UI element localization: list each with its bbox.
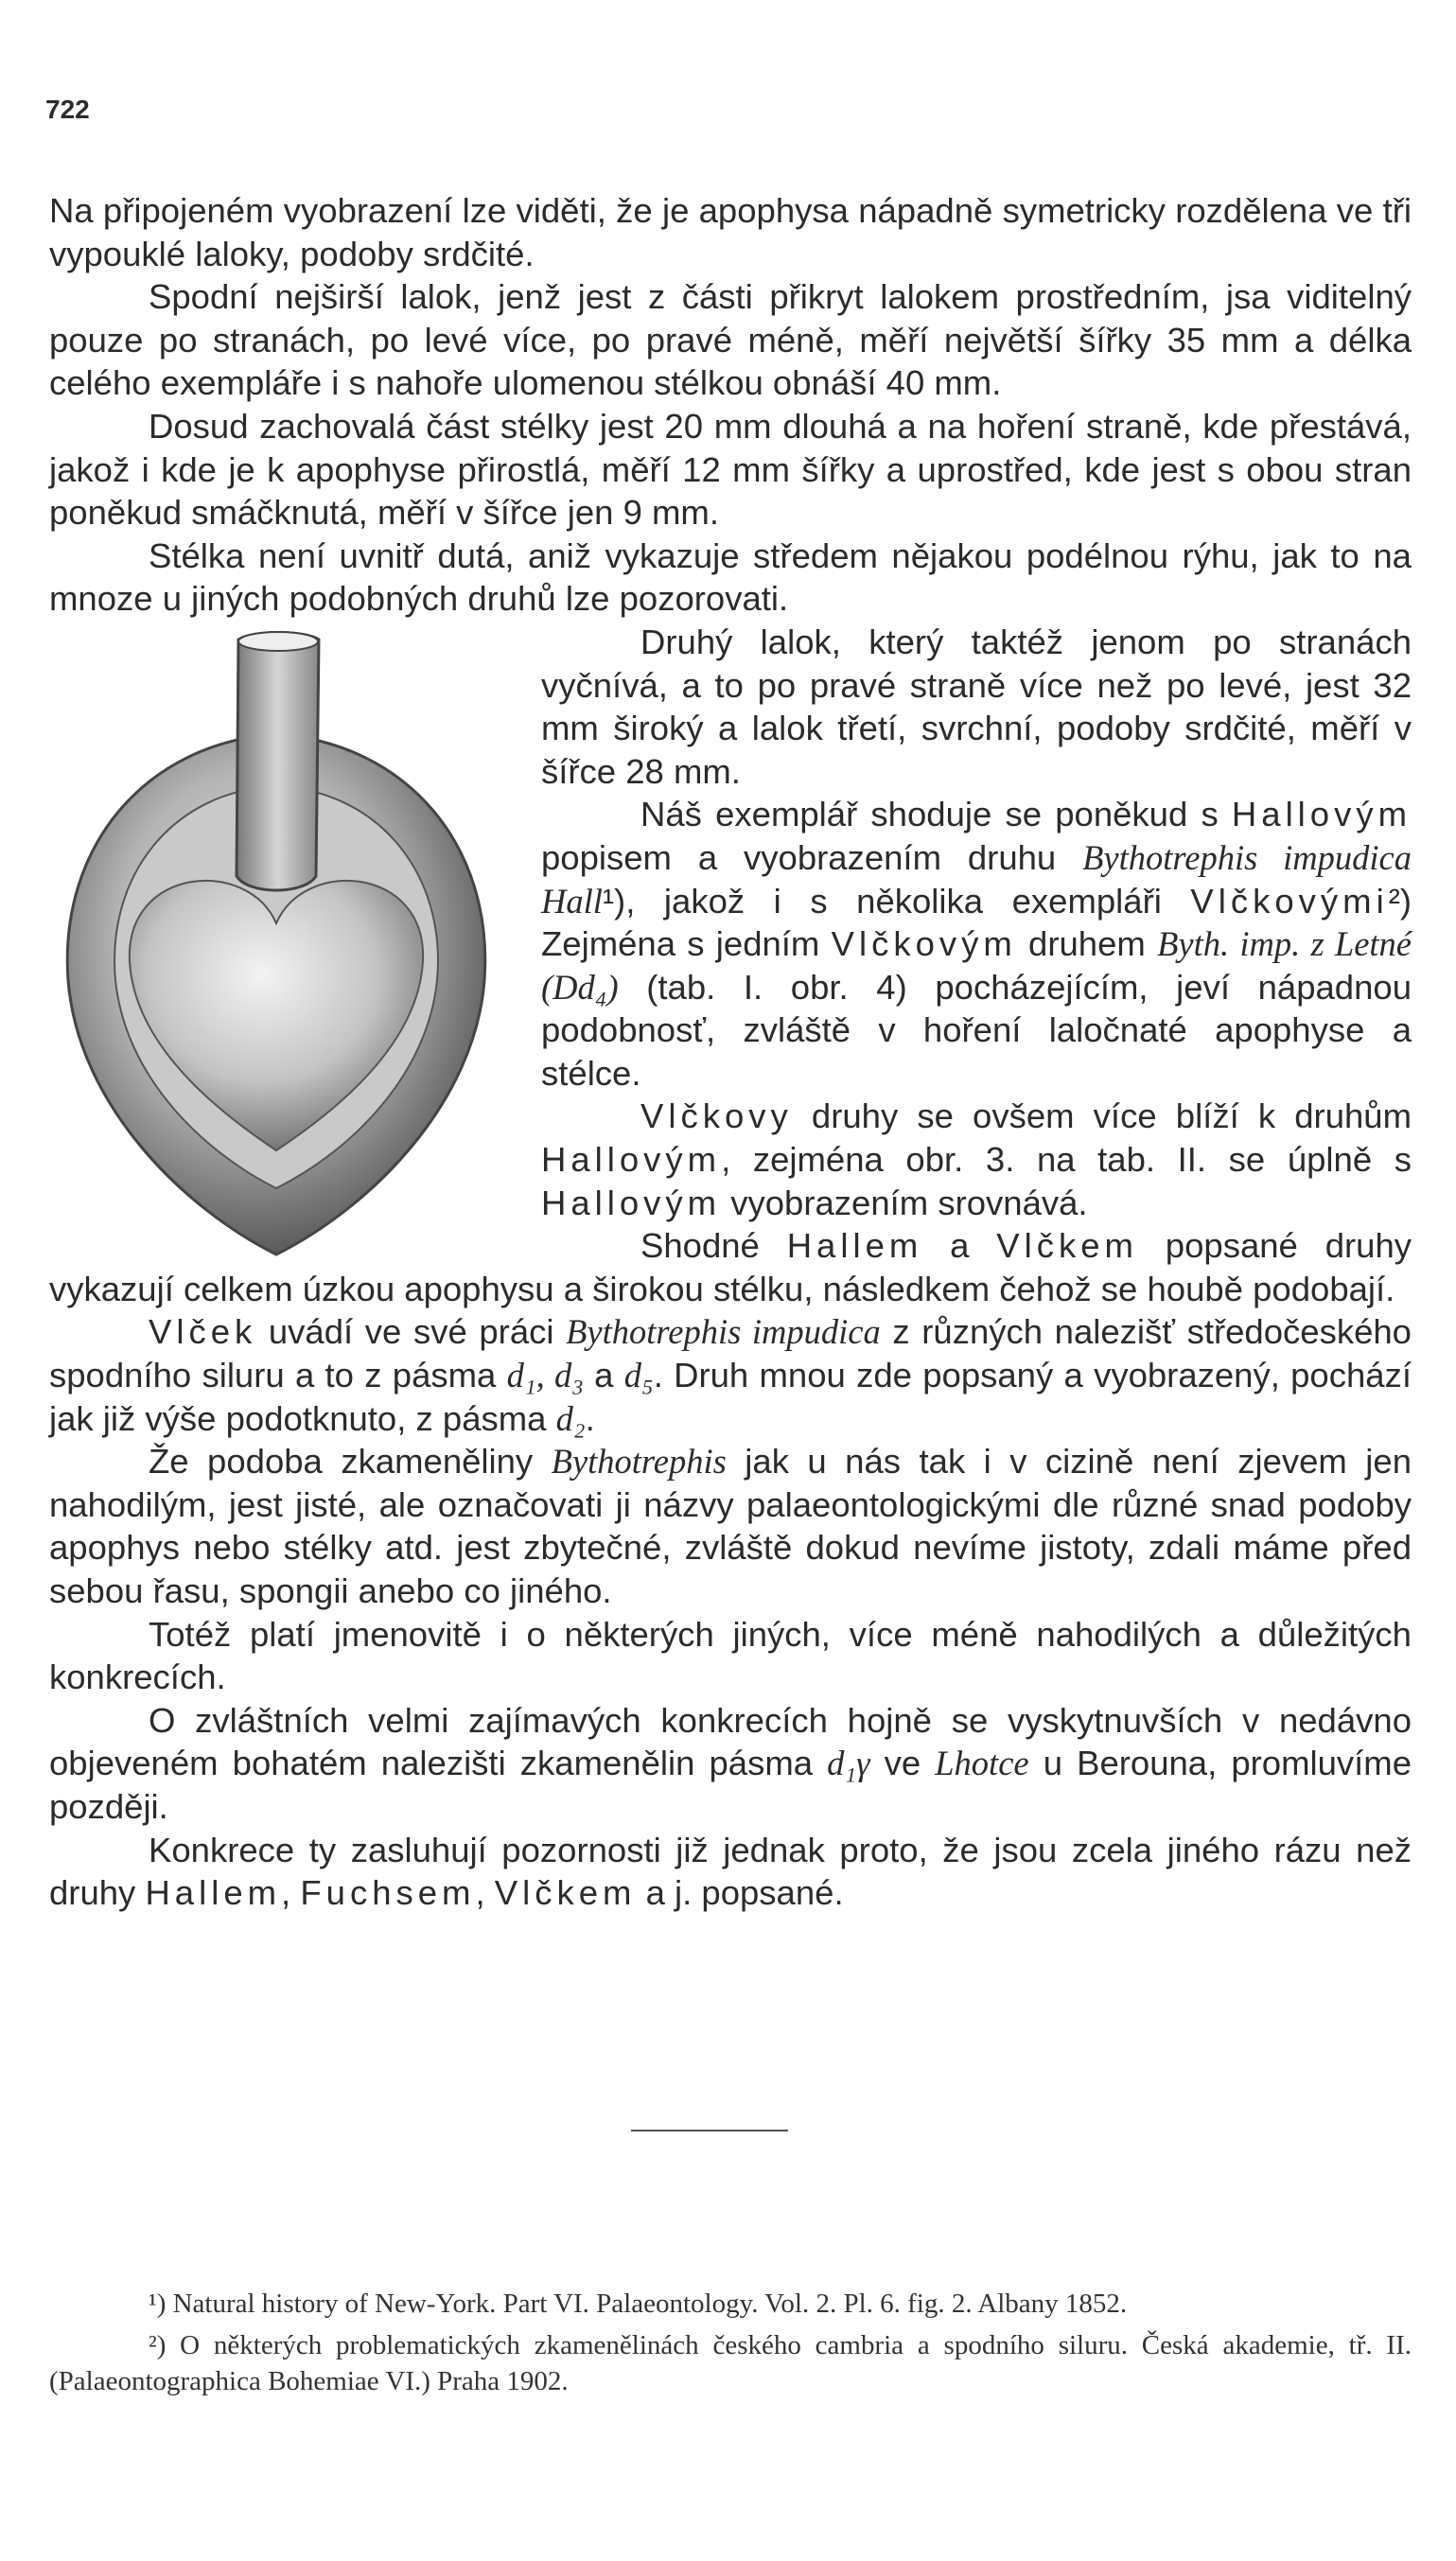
paragraph-4: Stélka není uvnitř dutá, aniž vykazuje středem nějakou podélnou rýhu, jak to na mnoze u jiných podobných druhů lze pozorovati. xyxy=(49,535,1412,619)
paragraph-1: Na připojeném vyobrazení lze viděti, že je apophysa nápadně symetricky rozdělena ve tři vypouklé laloky, podoby srdčité. xyxy=(49,191,1412,273)
paragraph-6: Náš exemplář shoduje se poněkud s Hallovým popisem a vyobrazením druhu Bythotrephis impudica Hall¹), jakož i s několika exempláři Vlčkovými²) Zejména s jedním Vlčkovým druhem Byth. imp. z Letné (Dd₄) (tab. I. obr. 4) pocházejícím, jeví nápadnou podobnosť, zvláště v hoření laločnaté apophyse a stélce. xyxy=(541,795,1412,1093)
paragraph-12: O zvláštních velmi zajímavých konkrecích hojně se vyskytnuvších v nedávno objeveném bohatém nalezišti zkamenělin pásma d₁γ ve Lhotce u Berouna, promluvíme později. xyxy=(49,1700,1412,1826)
paragraph-3: Dosud zachovalá část stélky jest 20 mm dlouhá a na hoření straně, kde přestává, jakož i kde je k apophyse přirostlá, měří 12 mm šířky a uprostřed, kde jest s obou stran poněkud smáčknutá, měří v šířce jen 9 mm. xyxy=(49,406,1412,533)
paragraph-13: Konkrece ty zasluhují pozornosti již jednak proto, že jsou zcela jiného rázu než druhy Hallem, Fuchsem, Vlčkem a j. popsané. xyxy=(49,1830,1412,1913)
paragraph-5: Druhý lalok, který taktéž jenom po stranách vyčnívá, a to po pravé straně více než po levé, jest 32 mm široký a lalok třetí, svrchní, podoby srdčité, měří v šířce 28 mm. xyxy=(541,622,1412,791)
page-number: 722 xyxy=(45,95,90,124)
footnote-divider xyxy=(631,2130,788,2131)
paragraph-2: Spodní nejširší lalok, jenž jest z části přikryt lalokem prostředním, jsa viditelný pouze po stranách, po levé více, po pravé méně, měří největší šířky 35 mm a délka celého exempláře i s nahoře ulomenou stélkou obnáší 40 mm. xyxy=(49,277,1412,403)
paragraph-9: Vlček uvádí ve své práci Bythotrephis impudica z různých nalezišť středočeského spodního siluru a to z pásma d₁, d₃ a d₅. Druh mnou zde popsaný a vyobrazený, pochází jak již výše podotknuto, z pásma d₂. xyxy=(49,1312,1412,1438)
footnotes xyxy=(49,2286,1412,2405)
paragraph-8: Shodné Hallem a Vlčkem popsané druhy vykazují celkem úzkou apophysu a širokou stélku, následkem čehož se houbě podobají. xyxy=(49,1226,1412,1308)
footnote-2: ²) O některých problematických zkamenělinách českého cambria a spodního siluru. Česká akademie, tř. II. (Palaeontographica Bohemiae VI.) Praha 1902. xyxy=(49,2330,1412,2396)
footnote-1: ¹) Natural history of New-York. Part VI. Palaeontology. Vol. 2. Pl. 6. fig. 2. Albany 1852. xyxy=(149,2289,1128,2319)
paragraph-11: Totéž platí jmenovitě i o některých jiných, více méně nahodilých a důležitých konkrecích. xyxy=(49,1614,1412,1697)
fossil-figure xyxy=(49,621,503,1266)
paragraph-7: Vlčkovy druhy se ovšem více blíží k druhům Hallovým, zejména obr. 3. na tab. II. se úplně s Hallovým vyobrazením srovnává. xyxy=(541,1096,1412,1222)
article-body xyxy=(49,189,1412,1915)
paragraph-10: Že podoba zkameněliny Bythotrephis jak u nás tak i v cizině není zjevem jen nahodilým, jest jisté, ale označovati ji názvy palaeontologickými dle různé snad podoby apophys nebo stélky atd. jest zbytečné, zvláště dokud nevíme jistoty, zdali máme před sebou řasu, spongii anebo co jiného. xyxy=(49,1442,1412,1610)
bythotrephis-fossil-illustration xyxy=(49,621,503,1266)
